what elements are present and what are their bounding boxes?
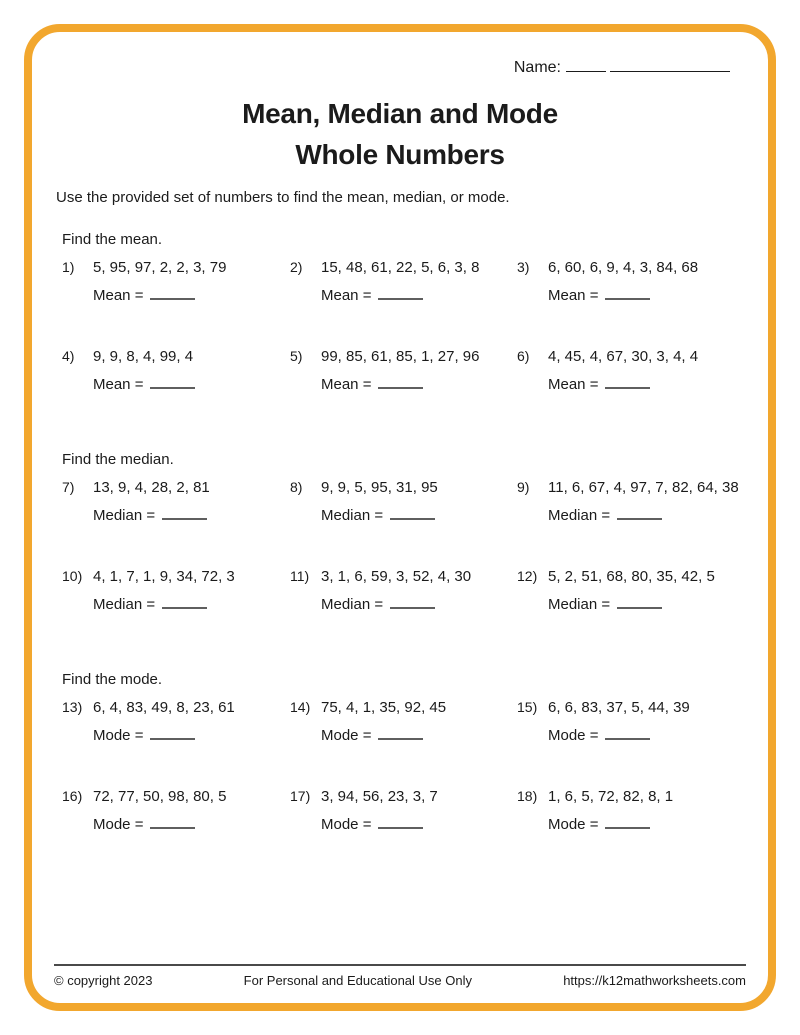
answer-label: Mode = (93, 816, 144, 833)
answer-label: Mode = (321, 816, 372, 833)
number-set: 99, 85, 61, 85, 1, 27, 96 (321, 348, 480, 365)
name-blank-line (610, 58, 730, 72)
problem-number: 6) (517, 348, 530, 364)
problem (62, 259, 290, 304)
number-set: 15, 48, 61, 22, 5, 6, 3, 8 (321, 259, 480, 276)
usage-text: For Personal and Educational Use Only (243, 973, 473, 988)
answer-blank (605, 374, 650, 389)
answer-blank (605, 814, 650, 829)
answer-blank (162, 594, 207, 609)
answer-blank (150, 725, 195, 740)
problem-number: 2) (290, 259, 303, 275)
problem-number: 13) (62, 699, 83, 715)
worksheet-content (32, 32, 768, 1003)
problem (517, 788, 744, 833)
problem-number: 4) (62, 348, 75, 364)
problem-number: 7) (62, 479, 75, 495)
problem-number: 15) (517, 699, 538, 715)
problem-number: 11) (290, 568, 310, 584)
number-set: 72, 77, 50, 98, 80, 5 (93, 788, 227, 805)
name-blank-line (566, 58, 606, 72)
number-set: 4, 1, 7, 1, 9, 34, 72, 3 (93, 568, 235, 585)
problem-number: 17) (290, 788, 311, 804)
problem (290, 479, 517, 524)
problems-grid-mode (62, 699, 744, 833)
answer-label: Mode = (321, 727, 372, 744)
answer-blank (150, 374, 195, 389)
name-label: Name: (513, 59, 561, 76)
worksheet-title-line2: Whole Numbers (295, 139, 505, 170)
answer-blank (150, 285, 195, 300)
worksheet-title-line1: Mean, Median and Mode (242, 98, 558, 129)
problem-number: 10) (62, 568, 83, 584)
problem (290, 699, 517, 744)
number-set: 3, 1, 6, 59, 3, 52, 4, 30 (321, 568, 472, 585)
problem-number: 18) (517, 788, 538, 804)
answer-label: Mean = (93, 287, 144, 304)
section-median (56, 451, 744, 613)
answer-label: Median = (93, 507, 156, 524)
name-row (56, 58, 744, 77)
number-set: 13, 9, 4, 28, 2, 81 (93, 479, 210, 496)
answer-label: Mean = (93, 376, 144, 393)
section-mean (56, 231, 744, 393)
answer-blank (617, 594, 662, 609)
number-set: 9, 9, 8, 4, 99, 4 (93, 348, 194, 365)
problems-grid-mean (62, 259, 744, 393)
answer-blank (617, 505, 662, 520)
answer-blank (150, 814, 195, 829)
problem-number: 9) (517, 479, 530, 495)
number-set: 5, 2, 51, 68, 80, 35, 42, 5 (548, 568, 715, 585)
problem-number: 3) (517, 259, 530, 275)
section-mode (56, 671, 744, 833)
problem-number: 8) (290, 479, 303, 495)
answer-blank (378, 814, 423, 829)
problem (62, 479, 290, 524)
problem (290, 788, 517, 833)
problem (517, 259, 744, 304)
problem (62, 788, 290, 833)
answer-blank (390, 594, 435, 609)
problem-number: 14) (290, 699, 311, 715)
problem (517, 568, 744, 613)
problem (517, 348, 744, 393)
problem (517, 479, 744, 524)
problem (290, 348, 517, 393)
answer-blank (378, 725, 423, 740)
number-set: 3, 94, 56, 23, 3, 7 (321, 788, 438, 805)
section-heading-mode: Find the mode. (62, 671, 163, 688)
number-set: 4, 45, 4, 67, 30, 3, 4, 4 (548, 348, 699, 365)
answer-label: Mean = (321, 287, 372, 304)
footer (54, 964, 746, 988)
number-set: 6, 4, 83, 49, 8, 23, 61 (93, 699, 235, 716)
problem-number: 16) (62, 788, 83, 804)
answer-label: Median = (93, 596, 156, 613)
number-set: 9, 9, 5, 95, 31, 95 (321, 479, 438, 496)
section-heading-mean: Find the mean. (62, 231, 163, 248)
number-set: 6, 6, 83, 37, 5, 44, 39 (548, 699, 690, 716)
problem (517, 699, 744, 744)
answer-blank (605, 285, 650, 300)
problem-number: 5) (290, 348, 303, 364)
problem (290, 259, 517, 304)
number-set: 11, 6, 67, 4, 97, 7, 82, 64, 38 (548, 479, 739, 496)
answer-label: Mean = (548, 376, 599, 393)
copyright-text: © copyright 2023 (54, 973, 153, 988)
answer-blank (605, 725, 650, 740)
answer-label: Mean = (548, 287, 599, 304)
answer-label: Mode = (93, 727, 144, 744)
page-border (24, 24, 776, 1011)
answer-blank (162, 505, 207, 520)
problem-number: 1) (62, 259, 75, 275)
answer-label: Mode = (548, 816, 599, 833)
page-title (56, 93, 744, 175)
problem (62, 348, 290, 393)
answer-label: Median = (548, 507, 611, 524)
answer-blank (390, 505, 435, 520)
problem-number: 12) (517, 568, 538, 584)
answer-label: Median = (548, 596, 611, 613)
instruction-text: Use the provided set of numbers to find the mean, median, or mode. (56, 189, 510, 206)
answer-blank (378, 285, 423, 300)
number-set: 5, 95, 97, 2, 2, 3, 79 (93, 259, 227, 276)
problem (62, 568, 290, 613)
problem (290, 568, 517, 613)
answer-blank (378, 374, 423, 389)
website-link[interactable]: https://k12mathworksheets.com (563, 973, 746, 988)
problem (62, 699, 290, 744)
number-set: 1, 6, 5, 72, 82, 8, 1 (548, 788, 674, 805)
answer-label: Mean = (321, 376, 372, 393)
section-heading-median: Find the median. (62, 451, 174, 468)
answer-label: Median = (321, 507, 384, 524)
answer-label: Median = (321, 596, 384, 613)
problems-grid-median (62, 479, 744, 613)
number-set: 6, 60, 6, 9, 4, 3, 84, 68 (548, 259, 699, 276)
answer-label: Mode = (548, 727, 599, 744)
number-set: 75, 4, 1, 35, 92, 45 (321, 699, 447, 716)
